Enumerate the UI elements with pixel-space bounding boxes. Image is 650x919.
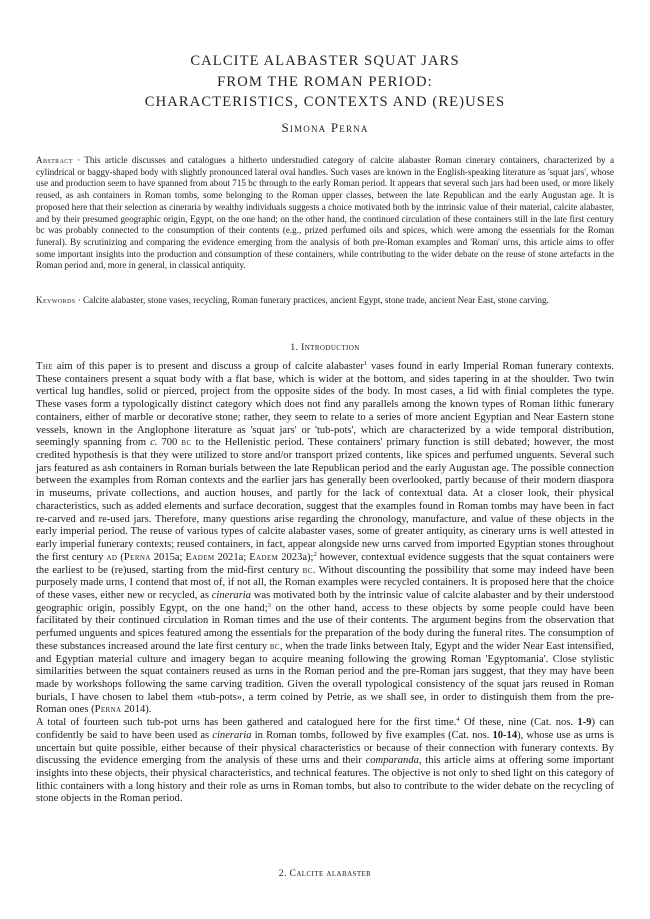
text: 700: [157, 437, 182, 449]
citation-author: Eadem: [185, 551, 215, 563]
abstract: [36, 155, 614, 272]
text: however, contextual evidence suggests that the squat containers were the earliest to be (re)used, starting from the mid-first century: [36, 551, 615, 576]
abstract-separator: ·: [72, 155, 85, 165]
text: c.: [150, 437, 158, 449]
keywords-text: Calcite alabaster, stone vases, recycling, Roman funerary practices, ancient Egypt, stone trade, ancient Near East, stone carving.: [83, 295, 549, 305]
text: . Without discounting the possibility that some may indeed have been purposely made urns, I contend that most of, if not all, the Roman examples were recycled containers. It is proposed here that the choice of these vases, either new or recycled, as: [36, 564, 614, 601]
text: bc: [181, 437, 192, 449]
text: A total of fourteen such tub-pot urns has been gathered and catalogued here for the first time.: [36, 717, 457, 729]
text: vases found in early Imperial Roman funerary contexts. These containers present a squat body with a flat base, which is wider at the bottom, and sides tapering in at the shoulder. Two twin vertical lug handles, solid or pierced, project from the opposite sides of the body. In most cases, a lid with finial completes the type. These vases form a typologically distinct category which does not find any parallels among the known types of Roman lithic funerary containers, either of marble or decorative stone; rather, they seem to relate to a series of more ancient Egyptian and Near Eastern stone vessels, known in the Anglophone literature as 'squat jars' or 'tub-pots', which are characterized by a wide temporal distribution, seemingly spanning from: [36, 361, 614, 449]
citation-author: Perna: [123, 551, 151, 563]
footnote-ref[interactable]: 2: [313, 550, 317, 558]
text: bc: [269, 640, 280, 652]
paragraph-1: [36, 361, 614, 717]
text: ), whose use as urns is uncertain but quite possible, either because of their physical characteristics or because of their connection with funerary contexts. By discussing the evidence emerging from the analysis of these urns and their: [36, 729, 614, 767]
text: cineraria: [212, 729, 252, 741]
catalogue-ref: 10-14: [492, 729, 518, 741]
abstract-label: Abstract: [36, 155, 73, 165]
text: cineraria: [211, 589, 252, 601]
footnote-ref[interactable]: 1: [363, 360, 368, 367]
text: ad: [106, 551, 118, 563]
footnote-ref[interactable]: 4: [456, 716, 460, 724]
text: 2015a;: [150, 551, 186, 563]
keywords-separator: ·: [75, 295, 84, 305]
text: comparanda: [365, 755, 419, 767]
section-heading-introduction: 1. Introduction: [290, 342, 360, 353]
introduction-body: [36, 361, 614, 806]
citation-author: Eadem: [249, 551, 279, 563]
text: ) can confidently be said to have been used as: [36, 717, 614, 741]
text: to the Hellenistic period. These containers' primary function is still debated; however, the most credited hypothesis is that they were utilized to store and/or transport prized contents, like spices and perfumed unguents. Several such jars featured as ash containers in Roman burials between the late Republican period and the early Augustan age. The possible connection between the examples from Roman contexts and the earlier jars has generally been overlooked, partly because of their modern diaspora in museums, private collections, and auction houses, and partly for the lack of contextual data. At a closer look, their physical characteristics, such as added elements and surface decoration, suggest that the examples found in Roman tombs may have been in fact re-carved and re-used jars. Therefore, many questions arise regarding the chronology, manufacture, and value of these objects in the early imperial period. The reuse of various types of calcite alabaster vases, some of greater antiquity, as cinerary urns is well attested in early imperial funerary contexts; reused containers, in fact, appear alongside new urns carved from imported Egyptian stones throughout the first century: [36, 437, 614, 563]
text: aim of this paper is to present and discuss a group of calcite alabaster: [52, 361, 364, 372]
lead-word: The: [36, 361, 53, 372]
abstract-text: This article discusses and catalogues a hitherto understudied category of calcite alabaster Roman cinerary containers, characterized by a cylindrical or baggy-shaped body with slightly pronounced lateral oval handles. Such vases are known in the English-speaking literature as 'squat jars', whose use and production seem to have spanned from about 715 bc through to the early Roman period. It appears that several such jars had been used, or more likely reused, as ash containers in Roman tombs, some belonging to the Roman upper classes, between the late Republican and the early Augustan age. It is proposed here that their selection as cineraria by wealthy individuals suggests a choice motivated both by the intrinsic value of their material, calcite alabaster, and by their presumed geographic origin, Egypt, on the one hand; on the other hand, the continued circulation of these containers still in the late first century bc was probably connected to the consumption of their contents (e.g., prized perfumed oils and spices, which were among the essentials for the Roman funeral). By scrutinizing and comparing the evidence emerging from the analysis of both pre-Roman examples and 'Roman' urns, this article aims to offer some important insights into the production and consumption of these containers, while contributing to the wider debate on the reuse of stone artefacts in the Roman period and, more in general, in classical antiquity.: [36, 155, 614, 271]
text: on the other hand, access to these objects by some people could have been facilitated by their continued circulation in Roman times and the use of their contents. The argument begins from the observation that perfumed unguents and spices featured among the essentials for the preparation of the body during the funeral rites. The consumption of these substances increased around the late first century: [36, 602, 614, 652]
text: 2014).: [121, 704, 152, 716]
text: bc: [302, 564, 313, 576]
title-line-2: FROM THE ROMAN PERIOD:: [217, 73, 433, 90]
title-line-1: CALCITE ALABASTER SQUAT JARS: [190, 53, 460, 69]
text: , when the trade links between Italy, Egypt and the wider Near East intensified, and Egyptian material culture and imagery began to acquire meaning following the growing Roman 'Egyptomania'. Close stylistic similarities between the squat containers reused as urns in the Roman period and the pre-Roman jars suggest, that they may have been made by workshops following the same carving tradition. Given the overall typological consistency of the squat jars reused in Roman burials, I have chosen to label them «tub-pots», a term coined by Petrie, as we shall see, in order to distinguish them from the pre-Roman ones (: [36, 640, 614, 716]
catalogue-ref: 1-9: [577, 717, 592, 729]
title-line-3: CHARACTERISTICS, CONTEXTS AND (RE)USES: [144, 94, 506, 110]
footnote-ref[interactable]: 3: [267, 601, 271, 609]
section-heading-calcite-alabaster: 2. Calcite alabaster: [278, 868, 372, 879]
text: (: [117, 551, 124, 563]
citation-author: Perna: [94, 704, 122, 716]
text: 2023a);: [278, 551, 314, 563]
paragraph-2: [36, 717, 614, 806]
keywords-label: Keywords: [36, 295, 76, 305]
keywords: [36, 295, 626, 307]
text: was motivated both by the intrinsic value of calcite alabaster and by their understood geographic origin, possibly Egypt, on the one hand;: [36, 589, 614, 614]
text: in Roman tombs, followed by five examples (Cat. nos.: [251, 729, 493, 741]
article-title: [0, 51, 650, 113]
text: 2021a;: [214, 551, 250, 563]
text: Of these, nine (Cat. nos.: [459, 717, 578, 729]
author-name: Simona Perna: [281, 120, 369, 135]
text: , this article aims at offering some important insights into these objects, their physical characteristics, and technical features. The objective is not only to shed light on this category of lithic containers with a long history and their role as urns in Roman tombs, but also to contribute to the wider debate on the recycling of stone objects in the Roman period.: [36, 755, 614, 805]
